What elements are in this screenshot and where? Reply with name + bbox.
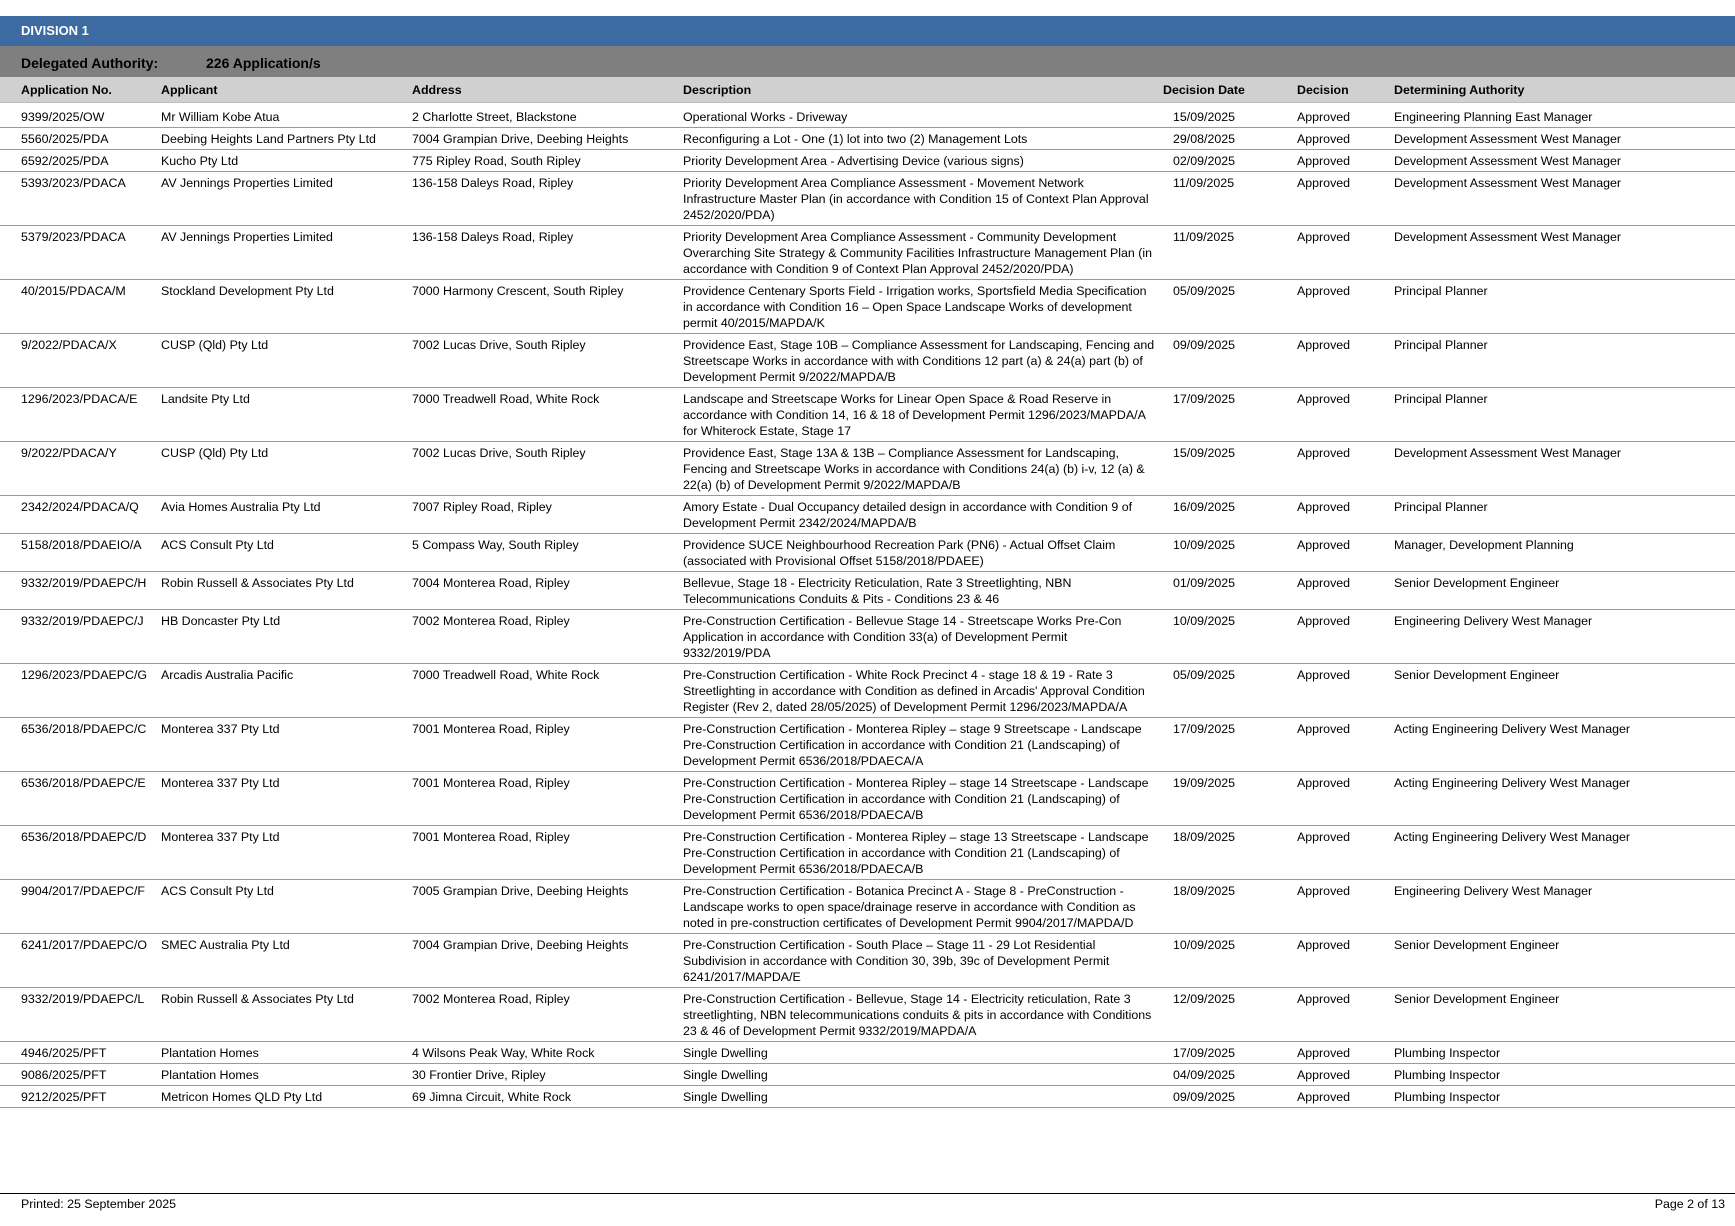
table-row [0,610,1735,664]
cell-address: 7000 Harmony Crescent, South Ripley [408,280,679,334]
col-address: Address [408,77,679,105]
page-number: Page 2 of 13 [1654,1197,1725,1211]
cell-description: Single Dwelling [679,1064,1159,1086]
cell-description: Providence East, Stage 13A & 13B – Compliance Assessment for Landscaping, Fencing and Streetscape Works in accordance with Conditions 24(a) (b) i-v, 12 (a) & 22(a) (b) of Development Permit 9/2022/MAPDA/B [679,442,1159,496]
col-decision: Decision [1293,77,1390,105]
cell-determining-authority: Senior Development Engineer [1390,988,1735,1042]
cell-address: 7005 Grampian Drive, Deebing Heights [408,880,679,934]
cell-description: Pre-Construction Certification - Monterea Ripley – stage 9 Streetscape - Landscape Pre-Construction Certification in accordance with Condition 21 (Landscaping) of Development Permit 6536/2018/PDAECA/A [679,718,1159,772]
division-header: DIVISION 1 [0,16,1735,46]
cell-application-no: 9/2022/PDACA/X [0,334,157,388]
cell-decision: Approved [1293,334,1390,388]
cell-decision-date: 18/09/2025 [1159,826,1293,880]
cell-decision: Approved [1293,105,1390,128]
cell-description: Pre-Construction Certification - Botanica Precinct A - Stage 8 - PreConstruction - Landscape works to open space/drainage reserve in accordance with Condition as noted in pre-construction certificates of Development Permit 9904/2017/MAPDA/D [679,880,1159,934]
cell-determining-authority: Plumbing Inspector [1390,1042,1735,1064]
cell-application-no: 5393/2023/PDACA [0,172,157,226]
cell-decision-date: 11/09/2025 [1159,226,1293,280]
cell-applicant: Mr William Kobe Atua [157,105,408,128]
cell-applicant: CUSP (Qld) Pty Ltd [157,334,408,388]
cell-decision-date: 10/09/2025 [1159,534,1293,572]
cell-address: 7001 Monterea Road, Ripley [408,826,679,880]
cell-application-no: 6536/2018/PDAEPC/C [0,718,157,772]
table-row [0,572,1735,610]
cell-application-no: 9332/2019/PDAEPC/H [0,572,157,610]
table-row [0,988,1735,1042]
cell-description: Priority Development Area - Advertising Device (various signs) [679,150,1159,172]
cell-decision: Approved [1293,1086,1390,1108]
cell-address: 7000 Treadwell Road, White Rock [408,664,679,718]
cell-description: Operational Works - Driveway [679,105,1159,128]
cell-decision: Approved [1293,934,1390,988]
cell-application-no: 1296/2023/PDACA/E [0,388,157,442]
printed-date: Printed: 25 September 2025 [21,1197,176,1211]
cell-address: 4 Wilsons Peak Way, White Rock [408,1042,679,1064]
cell-decision-date: 02/09/2025 [1159,150,1293,172]
cell-application-no: 6536/2018/PDAEPC/E [0,772,157,826]
cell-determining-authority: Development Assessment West Manager [1390,442,1735,496]
delegated-authority-label: Delegated Authority: [21,55,159,71]
cell-determining-authority: Principal Planner [1390,388,1735,442]
cell-applicant: CUSP (Qld) Pty Ltd [157,442,408,496]
cell-application-no: 2342/2024/PDACA/Q [0,496,157,534]
cell-description: Pre-Construction Certification - Bellevue Stage 14 - Streetscape Works Pre-Con Application in accordance with Condition 33(a) of Development Permit 9332/2019/PDA [679,610,1159,664]
cell-application-no: 5158/2018/PDAEIO/A [0,534,157,572]
cell-applicant: AV Jennings Properties Limited [157,172,408,226]
cell-description: Single Dwelling [679,1086,1159,1108]
cell-determining-authority: Development Assessment West Manager [1390,150,1735,172]
cell-determining-authority: Principal Planner [1390,280,1735,334]
cell-application-no: 6536/2018/PDAEPC/D [0,826,157,880]
cell-decision: Approved [1293,988,1390,1042]
table-body [0,105,1735,1108]
cell-applicant: Stockland Development Pty Ltd [157,280,408,334]
table-row [0,1042,1735,1064]
cell-applicant: Arcadis Australia Pacific [157,664,408,718]
cell-applicant: AV Jennings Properties Limited [157,226,408,280]
cell-applicant: Deebing Heights Land Partners Pty Ltd [157,128,408,150]
table-row [0,772,1735,826]
cell-description: Bellevue, Stage 18 - Electricity Reticulation, Rate 3 Streetlighting, NBN Telecommunications Conduits & Pits - Conditions 23 & 46 [679,572,1159,610]
cell-applicant: Kucho Pty Ltd [157,150,408,172]
cell-decision: Approved [1293,826,1390,880]
table-row [0,496,1735,534]
cell-application-no: 9/2022/PDACA/Y [0,442,157,496]
cell-decision-date: 19/09/2025 [1159,772,1293,826]
cell-address: 136-158 Daleys Road, Ripley [408,172,679,226]
cell-applicant: Robin Russell & Associates Pty Ltd [157,572,408,610]
table-row [0,1064,1735,1086]
table-row [0,934,1735,988]
cell-decision: Approved [1293,496,1390,534]
cell-determining-authority: Engineering Planning East Manager [1390,105,1735,128]
cell-determining-authority: Development Assessment West Manager [1390,172,1735,226]
cell-applicant: Monterea 337 Pty Ltd [157,826,408,880]
cell-description: Providence East, Stage 10B – Compliance Assessment for Landscaping, Fencing and Streetscape Works in accordance with with Conditions 12 part (a) & 24(a) part (b) of Development Permit 9/2022/MAPDA/B [679,334,1159,388]
table-row [0,150,1735,172]
cell-address: 7004 Monterea Road, Ripley [408,572,679,610]
cell-address: 30 Frontier Drive, Ripley [408,1064,679,1086]
cell-determining-authority: Development Assessment West Manager [1390,128,1735,150]
cell-decision-date: 09/09/2025 [1159,1086,1293,1108]
cell-decision-date: 15/09/2025 [1159,442,1293,496]
table-row [0,334,1735,388]
cell-decision-date: 11/09/2025 [1159,172,1293,226]
table-row [0,226,1735,280]
page-footer [0,1193,1735,1214]
cell-address: 69 Jimna Circuit, White Rock [408,1086,679,1108]
cell-determining-authority: Acting Engineering Delivery West Manager [1390,772,1735,826]
cell-determining-authority: Senior Development Engineer [1390,934,1735,988]
table-row [0,105,1735,128]
col-application-no: Application No. [0,77,157,105]
cell-decision-date: 16/09/2025 [1159,496,1293,534]
cell-decision: Approved [1293,610,1390,664]
table-row [0,880,1735,934]
cell-description: Landscape and Streetscape Works for Linear Open Space & Road Reserve in accordance with Condition 14, 16 & 18 of Development Permit 1296/2023/MAPDA/A for Whiterock Estate, Stage 17 [679,388,1159,442]
cell-decision: Approved [1293,772,1390,826]
cell-description: Priority Development Area Compliance Assessment - Community Development Overarching Site Strategy & Community Facilities Infrastructure Management Plan (in accordance with Condition 9 of Context Plan Approval 2452/2020/PDA) [679,226,1159,280]
col-determining-authority: Determining Authority [1390,77,1735,105]
table-row [0,718,1735,772]
table-row [0,534,1735,572]
cell-description: Pre-Construction Certification - White Rock Precinct 4 - stage 18 & 19 - Rate 3 Streetlighting in accordance with Condition as defined in Arcadis' Approval Condition Register (Rev 2, dated 28/05/2025) of Development Permit 1296/2023/MAPDA/A [679,664,1159,718]
cell-address: 136-158 Daleys Road, Ripley [408,226,679,280]
cell-determining-authority: Plumbing Inspector [1390,1086,1735,1108]
cell-decision-date: 01/09/2025 [1159,572,1293,610]
cell-description: Amory Estate - Dual Occupancy detailed design in accordance with Condition 9 of Development Permit 2342/2024/MAPDA/B [679,496,1159,534]
cell-applicant: Monterea 337 Pty Ltd [157,772,408,826]
cell-determining-authority: Engineering Delivery West Manager [1390,610,1735,664]
cell-decision: Approved [1293,880,1390,934]
cell-decision-date: 05/09/2025 [1159,664,1293,718]
cell-application-no: 6241/2017/PDAEPC/O [0,934,157,988]
cell-decision-date: 17/09/2025 [1159,388,1293,442]
cell-application-no: 40/2015/PDACA/M [0,280,157,334]
cell-decision: Approved [1293,442,1390,496]
cell-decision-date: 15/09/2025 [1159,105,1293,128]
cell-applicant: Robin Russell & Associates Pty Ltd [157,988,408,1042]
cell-applicant: ACS Consult Pty Ltd [157,534,408,572]
cell-decision-date: 10/09/2025 [1159,934,1293,988]
cell-decision: Approved [1293,172,1390,226]
col-description: Description [679,77,1159,105]
cell-determining-authority: Principal Planner [1390,334,1735,388]
cell-address: 7007 Ripley Road, Ripley [408,496,679,534]
cell-decision-date: 05/09/2025 [1159,280,1293,334]
table-row [0,128,1735,150]
cell-application-no: 9332/2019/PDAEPC/L [0,988,157,1042]
cell-application-no: 6592/2025/PDA [0,150,157,172]
cell-decision-date: 18/09/2025 [1159,880,1293,934]
page-top-margin [0,0,1735,16]
cell-determining-authority: Senior Development Engineer [1390,572,1735,610]
cell-address: 2 Charlotte Street, Blackstone [408,105,679,128]
cell-applicant: Plantation Homes [157,1064,408,1086]
cell-address: 7004 Grampian Drive, Deebing Heights [408,128,679,150]
cell-address: 7001 Monterea Road, Ripley [408,718,679,772]
cell-determining-authority: Acting Engineering Delivery West Manager [1390,718,1735,772]
col-decision-date: Decision Date [1159,77,1293,105]
cell-description: Pre-Construction Certification - South Place – Stage 11 - 29 Lot Residential Subdivision in accordance with Condition 30, 39b, 39c of Development Permit 6241/2017/MAPDA/E [679,934,1159,988]
cell-decision-date: 17/09/2025 [1159,718,1293,772]
cell-decision: Approved [1293,664,1390,718]
table-header [0,77,1735,105]
cell-application-no: 4946/2025/PFT [0,1042,157,1064]
cell-address: 7001 Monterea Road, Ripley [408,772,679,826]
cell-decision-date: 17/09/2025 [1159,1042,1293,1064]
cell-application-no: 9086/2025/PFT [0,1064,157,1086]
cell-determining-authority: Acting Engineering Delivery West Manager [1390,826,1735,880]
cell-description: Single Dwelling [679,1042,1159,1064]
cell-applicant: HB Doncaster Pty Ltd [157,610,408,664]
cell-address: 7002 Monterea Road, Ripley [408,988,679,1042]
cell-address: 5 Compass Way, South Ripley [408,534,679,572]
cell-address: 775 Ripley Road, South Ripley [408,150,679,172]
cell-application-no: 9332/2019/PDAEPC/J [0,610,157,664]
col-applicant: Applicant [157,77,408,105]
cell-determining-authority: Manager, Development Planning [1390,534,1735,572]
applications-table [0,77,1735,1108]
cell-decision: Approved [1293,150,1390,172]
cell-decision-date: 29/08/2025 [1159,128,1293,150]
cell-decision: Approved [1293,1064,1390,1086]
cell-application-no: 9904/2017/PDAEPC/F [0,880,157,934]
table-row [0,1086,1735,1108]
table-row [0,664,1735,718]
table-row [0,172,1735,226]
cell-decision: Approved [1293,572,1390,610]
cell-determining-authority: Plumbing Inspector [1390,1064,1735,1086]
header-row [0,77,1735,105]
cell-decision: Approved [1293,718,1390,772]
cell-decision: Approved [1293,1042,1390,1064]
cell-determining-authority: Senior Development Engineer [1390,664,1735,718]
cell-application-no: 1296/2023/PDAEPC/G [0,664,157,718]
cell-applicant: Avia Homes Australia Pty Ltd [157,496,408,534]
cell-description: Reconfiguring a Lot - One (1) lot into two (2) Management Lots [679,128,1159,150]
delegated-authority-bar [0,46,1735,77]
cell-address: 7004 Grampian Drive, Deebing Heights [408,934,679,988]
application-count: 226 Application/s [206,55,321,71]
cell-determining-authority: Engineering Delivery West Manager [1390,880,1735,934]
cell-decision-date: 04/09/2025 [1159,1064,1293,1086]
cell-description: Providence Centenary Sports Field - Irrigation works, Sportsfield Media Specification in accordance with Condition 16 – Open Space Landscape Works of development permit 40/2015/MAPDA/K [679,280,1159,334]
cell-application-no: 9399/2025/OW [0,105,157,128]
cell-applicant: SMEC Australia Pty Ltd [157,934,408,988]
cell-applicant: Landsite Pty Ltd [157,388,408,442]
cell-decision-date: 12/09/2025 [1159,988,1293,1042]
cell-description: Priority Development Area Compliance Assessment - Movement Network Infrastructure Master Plan (in accordance with Condition 15 of Context Plan Approval 2452/2020/PDA) [679,172,1159,226]
cell-applicant: Monterea 337 Pty Ltd [157,718,408,772]
cell-address: 7002 Lucas Drive, South Ripley [408,334,679,388]
cell-address: 7002 Monterea Road, Ripley [408,610,679,664]
cell-decision-date: 09/09/2025 [1159,334,1293,388]
cell-address: 7002 Lucas Drive, South Ripley [408,442,679,496]
cell-applicant: ACS Consult Pty Ltd [157,880,408,934]
cell-decision-date: 10/09/2025 [1159,610,1293,664]
cell-decision: Approved [1293,388,1390,442]
cell-determining-authority: Development Assessment West Manager [1390,226,1735,280]
cell-applicant: Metricon Homes QLD Pty Ltd [157,1086,408,1108]
cell-description: Pre-Construction Certification - Monterea Ripley – stage 13 Streetscape - Landscape Pre-Construction Certification in accordance with Condition 21 (Landscaping) of Development Permit 6536/2018/PDAECA/B [679,826,1159,880]
cell-decision: Approved [1293,128,1390,150]
cell-decision: Approved [1293,226,1390,280]
cell-applicant: Plantation Homes [157,1042,408,1064]
table-row [0,280,1735,334]
cell-address: 7000 Treadwell Road, White Rock [408,388,679,442]
cell-description: Providence SUCE Neighbourhood Recreation Park (PN6) - Actual Offset Claim (associated with Provisional Offset 5158/2018/PDAEE) [679,534,1159,572]
cell-determining-authority: Principal Planner [1390,496,1735,534]
cell-description: Pre-Construction Certification - Bellevue, Stage 14 - Electricity reticulation, Rate 3 streetlighting, NBN telecommunications conduits & pits in accordance with Conditions 23 & 46 of Development Permit 9332/2019/MAPDA/A [679,988,1159,1042]
cell-decision: Approved [1293,534,1390,572]
table-row [0,442,1735,496]
cell-application-no: 5560/2025/PDA [0,128,157,150]
cell-application-no: 9212/2025/PFT [0,1086,157,1108]
table-row [0,388,1735,442]
cell-description: Pre-Construction Certification - Monterea Ripley – stage 14 Streetscape - Landscape Pre-Construction Certification in accordance with Condition 21 (Landscaping) of Development Permit 6536/2018/PDAECA/B [679,772,1159,826]
cell-decision: Approved [1293,280,1390,334]
table-row [0,826,1735,880]
cell-application-no: 5379/2023/PDACA [0,226,157,280]
